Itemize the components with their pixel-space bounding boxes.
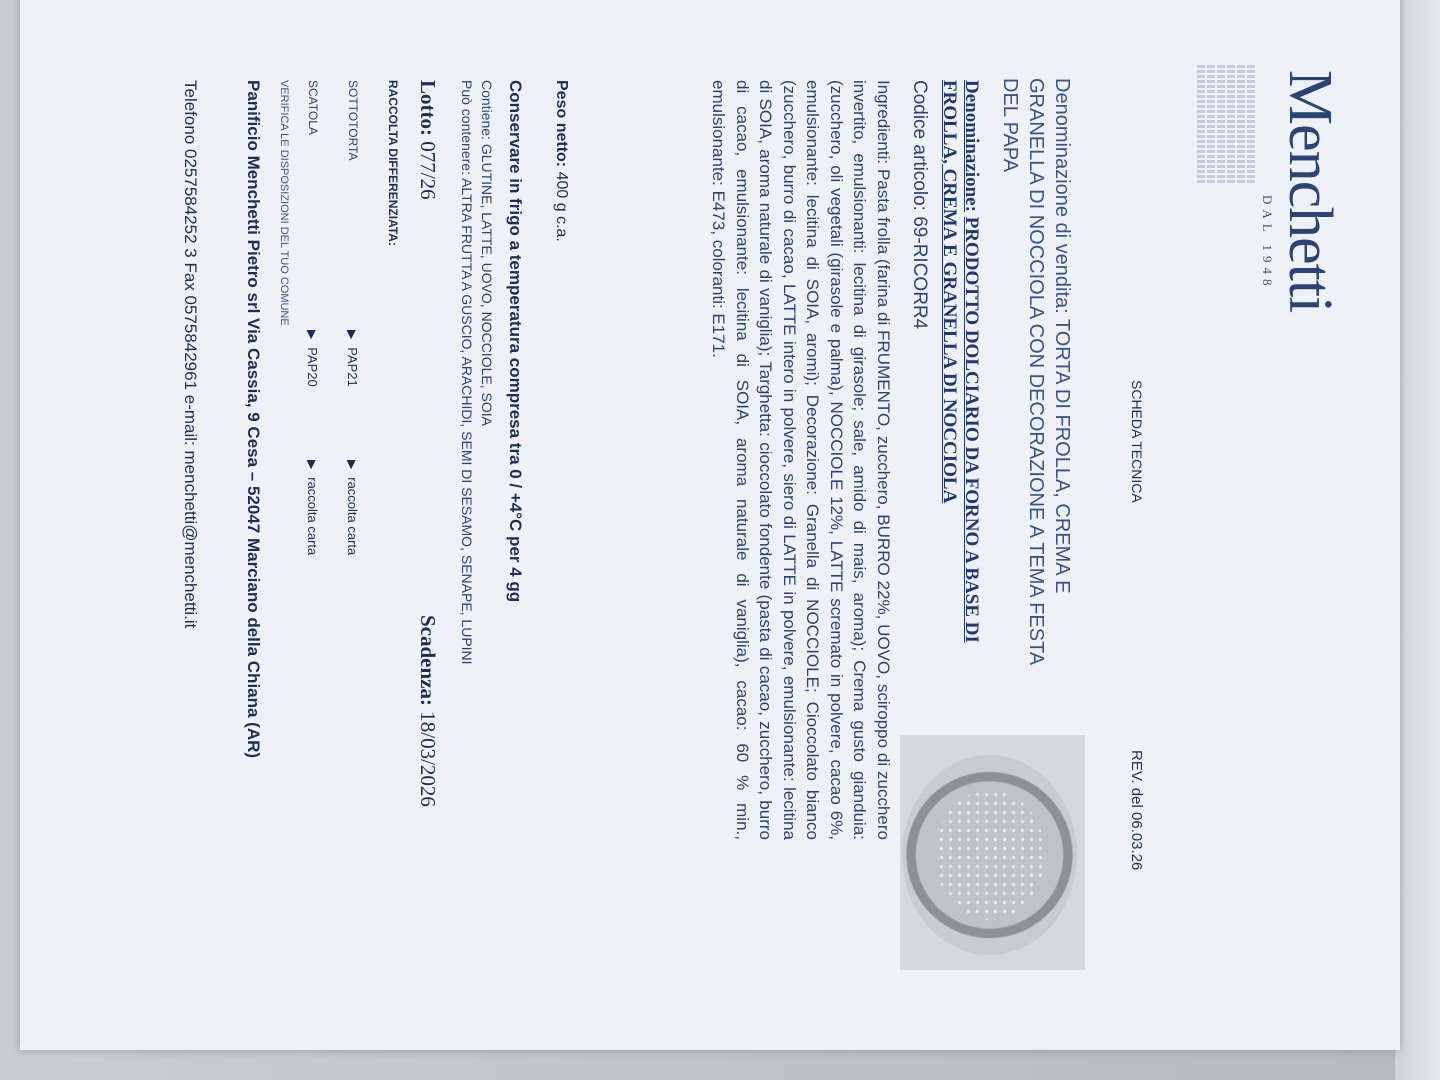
lotto-label: Lotto: (416, 80, 440, 136)
denominazione-value: PRODOTTO DOLCIARIO DA FORNO A BASE DI FROLLA, CREMA E GRANELLA DI NOCCIOLA (939, 80, 982, 643)
address-fineprint (1195, 65, 1255, 205)
lotto (415, 80, 440, 200)
raccolta-row-code (305, 330, 320, 387)
triangle-right-icon: ▶ (345, 330, 359, 340)
table-edge (1395, 0, 1440, 1080)
denominazione-vendita: Denominazione di vendita: TORTA DI FROLLA, CREMA E GRANELLA DI NOCCIOLA CON DECORAZIONE A TEMA FESTA DEL PAPA (999, 78, 1073, 665)
raccolta-title: RACCOLTA DIFFERENZIATA: (386, 80, 400, 246)
dest-text: raccolta carta (305, 477, 320, 556)
brand-tagline: DAL 1948 (1260, 195, 1275, 291)
codice-articolo: Codice articolo: 69-RICORR4 (909, 80, 930, 330)
doc-type: SCHEDA TECNICA (1129, 380, 1145, 503)
triangle-right-icon: ▶ (305, 330, 319, 340)
raccolta-row-dest (305, 460, 320, 555)
scadenza-value: 18/03/2026 (416, 711, 440, 807)
raccolta-row-code (345, 330, 360, 387)
peso-netto (552, 80, 570, 242)
technical-sheet-paper (20, 0, 1400, 1050)
company-contacts: Telefono 0257584252 3 Fax 0575842961 e-mail: menchetti@menchetti.it (181, 80, 200, 629)
ingredienti-text: Ingredienti: Pasta frolla (farina di FRUMENTO, zucchero, BURRO 22%, UOVO, sciroppo di zucchero invertito, emulsionanti: lecitina di girasole; sale, amido di mais, aroma); Crema gusto gianduia: (zucchero, oli vegetali (girasole e palma), NOCCIOLE 12%, LATTE scremato in polvere, cacao 6%, emulsionante: lecitina di SOIA, aromi); Decorazione: Granella di NOCCIOLE; Cioccolato bianco (zucchero, burro di cacao, LATTE intero in polvere, siero di LATTE in polvere, emulsionante: lecitina di SOIA, aroma naturale di vaniglia); Targhetta: cioccolato fondente (pasta di cacao, zucchero, burro di cacao, emulsionante: lecitina di SOIA, aroma naturale di vaniglia), cacao: 60 % min., emulsionante: E473, coloranti: E171. (709, 80, 893, 840)
triangle-right-icon: ▶ (305, 460, 319, 470)
dest-text: raccolta carta (345, 477, 360, 556)
raccolta-row-label: SOTTOTORTA (346, 80, 360, 161)
raccolta-row-label: SCATOLA (306, 80, 320, 135)
scadenza-label: Scadenza: (416, 615, 440, 706)
code-text: PAP21 (345, 347, 360, 387)
allergens-contains: Contiene: GLUTINE, LATTE, UOVO, NOCCIOLE, SOIA (479, 80, 495, 426)
allergens-may-contain: Può contenere: ALTRA FRUTTA A GUSCIO, ARACHIDI, SEMI DI SESAMO, SENAPE, LUPINI (459, 80, 475, 665)
raccolta-row-dest (345, 460, 360, 555)
hazelnut-sprinkles (935, 790, 1045, 920)
denominazione (938, 80, 982, 690)
lotto-value: 077/26 (416, 141, 440, 200)
code-text: PAP20 (305, 347, 320, 387)
product-photo (900, 735, 1085, 970)
triangle-right-icon: ▶ (345, 460, 359, 470)
company-address: Panificio Menchetti Pietro srl Via Cassia, 9 Cesa – 52047 Marciano della Chiana (AR) (244, 80, 263, 759)
peso-value: 400 g c.a. (553, 171, 570, 242)
brand-logo: Menchetti (1276, 70, 1344, 313)
storage-instructions: Conservare in frigo a temperatura compresa tra 0 / +4°C per 4 gg (506, 80, 525, 603)
revision-date: REV. del 06.03.26 (1128, 750, 1145, 871)
denominazione-label: Denominazione: (961, 80, 982, 212)
peso-label: Peso netto: (553, 80, 570, 168)
scadenza (415, 615, 440, 807)
verifica-note: VERIFICA LE DISPOSIZIONI DEL TUO COMUNE (278, 80, 290, 326)
